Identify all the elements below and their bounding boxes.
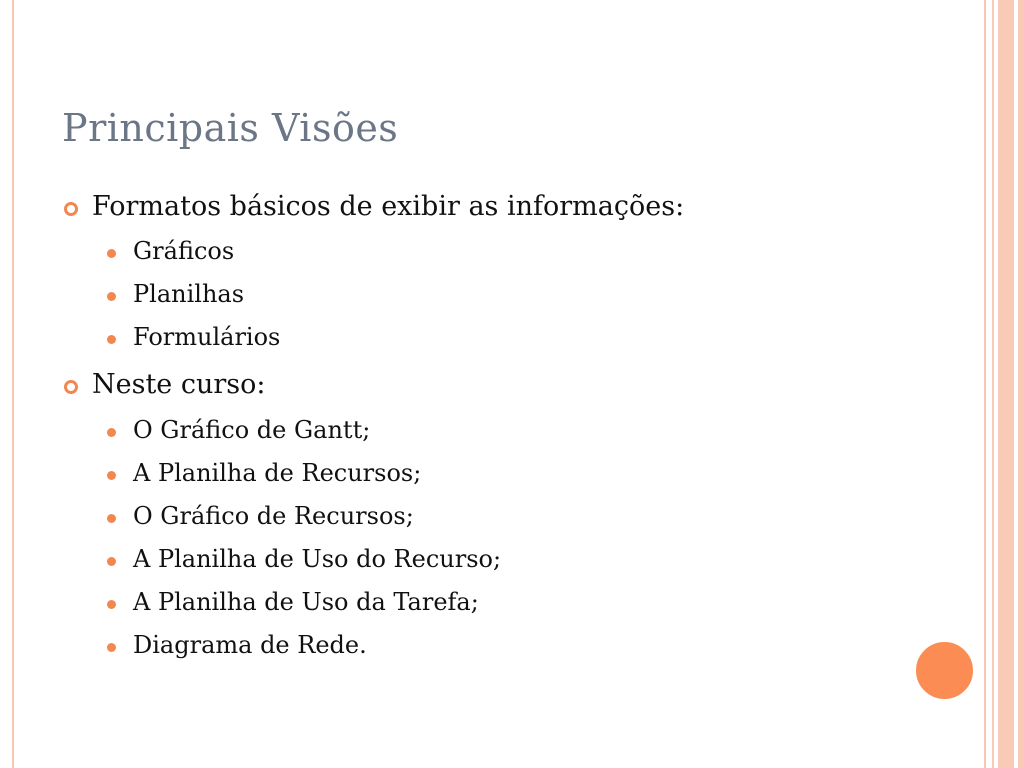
dot-bullet-icon <box>107 514 116 523</box>
decorative-stripe <box>1018 0 1024 768</box>
ring-bullet-icon <box>64 202 78 216</box>
bullet-level2: Gráficos <box>133 237 235 265</box>
dot-bullet-icon <box>107 600 116 609</box>
bullet-level2: A Planilha de Uso da Tarefa; <box>133 588 479 616</box>
bullet-level2: A Planilha de Uso do Recurso; <box>133 545 502 573</box>
dot-bullet-icon <box>107 249 116 258</box>
bullet-level2: Diagrama de Rede. <box>133 631 367 659</box>
dot-bullet-icon <box>107 471 116 480</box>
slide-title: Principais Visões <box>62 106 399 150</box>
dot-bullet-icon <box>107 335 116 344</box>
bullet-level2: A Planilha de Recursos; <box>133 459 422 487</box>
bullet-level2: O Gráfico de Gantt; <box>133 416 371 444</box>
dot-bullet-icon <box>107 428 116 437</box>
bullet-level2: O Gráfico de Recursos; <box>133 502 414 530</box>
dot-bullet-icon <box>107 557 116 566</box>
dot-bullet-icon <box>107 643 116 652</box>
dot-bullet-icon <box>107 292 116 301</box>
bullet-level2: Formulários <box>133 323 281 351</box>
decorative-circle <box>914 640 975 701</box>
ring-bullet-icon <box>64 380 78 394</box>
bullet-level1: Formatos básicos de exibir as informações: <box>92 191 685 222</box>
bullet-level1: Neste curso: <box>92 369 266 400</box>
decorative-stripe <box>992 0 994 768</box>
bullet-level2: Planilhas <box>133 280 245 308</box>
decorative-stripe <box>998 0 1014 768</box>
